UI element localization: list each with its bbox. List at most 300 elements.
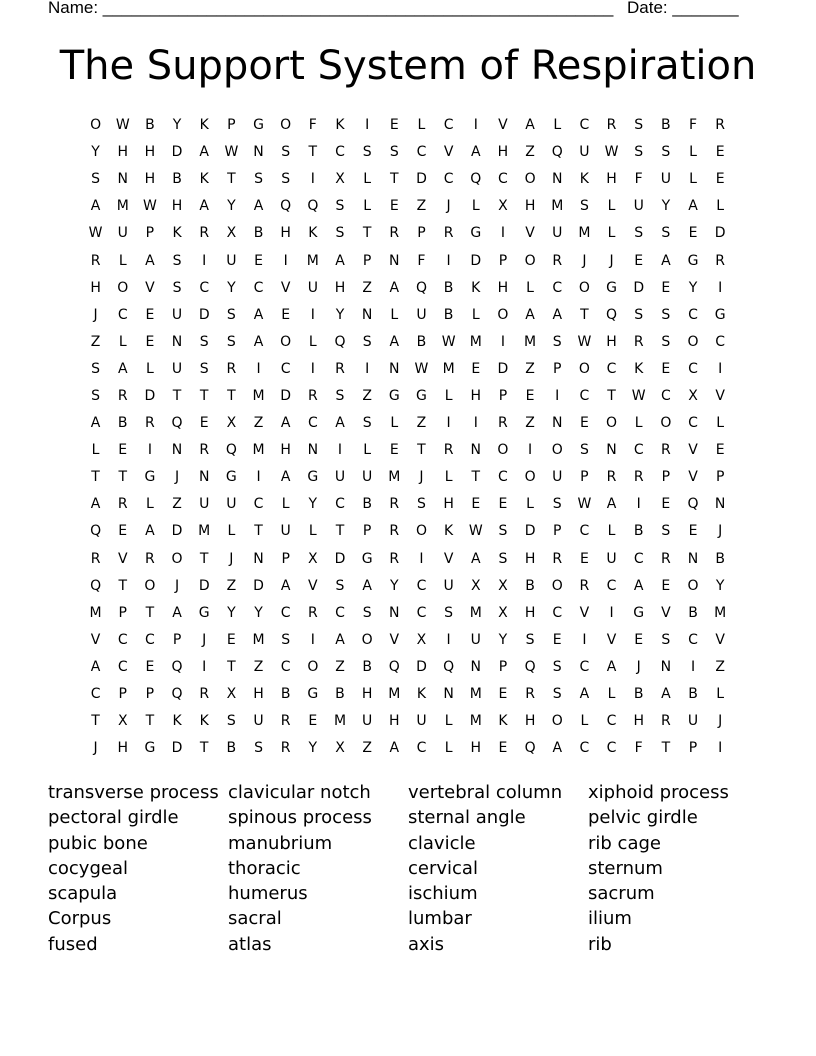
- grid-letter: U: [253, 713, 264, 730]
- grid-letter: Z: [335, 658, 345, 675]
- grid-letter: T: [471, 469, 481, 486]
- grid-letter: I: [446, 252, 451, 269]
- grid-letter: M: [469, 604, 482, 621]
- grid-letter: S: [579, 442, 589, 459]
- grid-letter: C: [579, 740, 590, 757]
- grid-letter: R: [145, 415, 155, 432]
- grid-letter: R: [145, 550, 155, 567]
- grid-letter: P: [553, 523, 562, 540]
- grid-letter: N: [253, 550, 264, 567]
- grid-letter: O: [578, 360, 590, 377]
- grid-letter: W: [577, 333, 592, 350]
- grid-letter: O: [551, 713, 563, 730]
- grid-letter: B: [335, 686, 345, 703]
- grid-letter: F: [417, 252, 426, 269]
- grid-letter: U: [416, 713, 427, 730]
- grid-letter: A: [145, 252, 155, 269]
- grid-letter: B: [172, 171, 182, 188]
- grid-letter: K: [498, 713, 508, 730]
- grid-letter: R: [525, 686, 535, 703]
- grid-letter: H: [606, 333, 617, 350]
- grid-letter: E: [661, 577, 671, 594]
- grid-letter: E: [579, 415, 589, 432]
- grid-letter: G: [144, 469, 156, 486]
- grid-letter: M: [578, 225, 591, 242]
- grid-letter: H: [90, 279, 101, 296]
- grid-letter: S: [335, 225, 345, 242]
- grid-letter: R: [660, 442, 671, 459]
- grid-letter: A: [335, 415, 345, 432]
- grid-letter: A: [389, 333, 400, 350]
- grid-letter: T: [417, 442, 426, 459]
- grid-letter: C: [253, 279, 264, 296]
- grid-letter: B: [633, 686, 644, 703]
- grid-letter: L: [526, 496, 534, 513]
- grid-letter: P: [498, 658, 508, 675]
- grid-letter: M: [252, 442, 265, 459]
- grid-letter: C: [117, 631, 128, 648]
- grid-letter: Z: [362, 279, 372, 296]
- grid-letter: J: [636, 658, 641, 675]
- grid-letter: H: [524, 604, 536, 621]
- grid-letter: A: [552, 306, 563, 323]
- grid-row: [82, 735, 734, 762]
- grid-letter: T: [254, 523, 263, 540]
- grid-letter: F: [308, 117, 317, 134]
- grid-letter: J: [93, 740, 98, 757]
- grid-letter: B: [443, 279, 454, 296]
- grid-letter: N: [660, 658, 672, 675]
- grid-letter: E: [715, 171, 725, 188]
- grid-letter: H: [524, 550, 536, 567]
- grid-letter: A: [172, 604, 182, 621]
- grid-letter: Q: [171, 415, 183, 432]
- grid-letter: O: [524, 252, 536, 269]
- grid-letter: I: [202, 658, 207, 675]
- grid-letter: G: [144, 740, 156, 757]
- grid-letter: E: [579, 550, 589, 567]
- grid-letter: P: [498, 252, 508, 269]
- grid-letter: T: [91, 713, 100, 730]
- grid-row: [82, 302, 734, 329]
- grid-letter: T: [145, 604, 155, 621]
- grid-letter: D: [714, 225, 726, 242]
- grid-letter: W: [468, 523, 483, 540]
- grid-letter: A: [688, 198, 698, 215]
- grid-letter: A: [661, 686, 671, 703]
- grid-letter: M: [714, 604, 727, 621]
- grid-letter: A: [470, 144, 481, 161]
- grid-letter: P: [362, 523, 372, 540]
- grid-letter: V: [498, 117, 508, 134]
- grid-letter: T: [118, 577, 128, 594]
- grid-letter: Z: [362, 740, 372, 757]
- grid-letter: P: [498, 387, 508, 404]
- grid-letter: E: [471, 360, 481, 377]
- grid-letter: Z: [172, 496, 182, 513]
- grid-letter: S: [362, 604, 372, 621]
- grid-letter: B: [416, 333, 427, 350]
- grid-letter: V: [145, 279, 155, 296]
- grid-letter: J: [229, 550, 234, 567]
- grid-letter: A: [253, 333, 264, 350]
- grid-letter: U: [633, 198, 644, 215]
- grid-letter: C: [633, 442, 644, 459]
- grid-letter: R: [606, 117, 617, 134]
- grid-letter: B: [253, 225, 264, 242]
- grid-letter: H: [389, 713, 400, 730]
- grid-letter: L: [634, 415, 643, 432]
- grid-letter: G: [307, 469, 319, 486]
- grid-letter: X: [117, 713, 128, 730]
- grid-letter: S: [661, 333, 671, 350]
- grid-letter: D: [497, 360, 509, 377]
- grid-letter: A: [389, 740, 400, 757]
- grid-letter: P: [227, 117, 236, 134]
- word-bank-item: scapula: [48, 883, 118, 905]
- grid-letter: L: [471, 198, 480, 215]
- grid-letter: Y: [715, 577, 725, 594]
- word-bank-item: axis: [408, 933, 445, 955]
- grid-letter: C: [715, 333, 726, 350]
- grid-letter: V: [280, 279, 291, 296]
- grid-letter: S: [661, 225, 671, 242]
- grid-letter: H: [606, 171, 617, 188]
- grid-letter: S: [525, 631, 535, 648]
- grid-letter: S: [498, 550, 508, 567]
- grid-letter: Q: [443, 658, 455, 675]
- grid-letter: U: [470, 631, 481, 648]
- grid-letter: C: [606, 713, 617, 730]
- grid-letter: P: [417, 225, 426, 242]
- grid-letter: M: [388, 469, 401, 486]
- grid-letter: A: [280, 415, 291, 432]
- grid-letter: Q: [388, 658, 400, 675]
- grid-letter: H: [117, 144, 128, 161]
- grid-letter: J: [609, 252, 614, 269]
- grid-letter: R: [579, 577, 590, 594]
- grid-letter: E: [145, 306, 155, 323]
- grid-row: [82, 573, 734, 600]
- grid-letter: I: [500, 225, 505, 242]
- grid-letter: G: [714, 306, 726, 323]
- grid-letter: I: [718, 279, 723, 296]
- grid-letter: U: [552, 469, 563, 486]
- grid-letter: F: [688, 117, 698, 134]
- grid-letter: O: [280, 117, 292, 134]
- grid-letter: K: [199, 117, 209, 134]
- grid-letter: A: [362, 577, 372, 594]
- grid-letter: V: [443, 550, 454, 567]
- word-bank-item: clavicular notch: [228, 782, 371, 803]
- grid-letter: L: [580, 713, 589, 730]
- word-bank-item: cervical: [408, 857, 478, 879]
- grid-letter: L: [390, 306, 399, 323]
- grid-letter: Y: [227, 604, 236, 621]
- grid-letter: E: [389, 117, 399, 134]
- grid-letter: R: [633, 469, 644, 486]
- grid-letter: X: [335, 171, 345, 188]
- grid-letter: Z: [226, 577, 237, 594]
- grid-row: [82, 329, 734, 356]
- grid-letter: X: [498, 604, 508, 621]
- grid-letter: S: [552, 658, 562, 675]
- word-bank-item: cocygeal: [48, 857, 128, 879]
- grid-letter: I: [419, 550, 424, 567]
- grid-letter: B: [226, 740, 237, 757]
- grid-letter: S: [579, 198, 589, 215]
- grid-letter: V: [90, 631, 101, 648]
- grid-letter: Y: [688, 279, 698, 296]
- grid-letter: P: [688, 740, 698, 757]
- grid-letter: A: [525, 117, 535, 134]
- grid-letter: R: [307, 604, 318, 621]
- word-bank-item: manubrium: [228, 832, 333, 854]
- grid-letter: E: [226, 631, 236, 648]
- grid-letter: S: [661, 523, 671, 540]
- grid-letter: S: [552, 686, 562, 703]
- grid-letter: C: [90, 686, 101, 703]
- grid-letter: H: [470, 740, 482, 757]
- grid-letter: I: [718, 360, 723, 377]
- grid-letter: M: [442, 360, 455, 377]
- grid-letter: T: [308, 144, 318, 161]
- grid-letter: M: [469, 686, 482, 703]
- grid-letter: K: [471, 279, 481, 296]
- grid-letter: C: [443, 117, 454, 134]
- grid-row: [82, 518, 734, 545]
- grid-letter: A: [117, 360, 128, 377]
- grid-letter: F: [634, 171, 643, 188]
- grid-letter: B: [661, 117, 671, 134]
- grid-letter: R: [199, 225, 210, 242]
- grid-letter: A: [389, 279, 400, 296]
- grid-letter: I: [365, 360, 370, 377]
- grid-letter: L: [417, 117, 426, 134]
- grid-letter: T: [172, 387, 182, 404]
- grid-letter: L: [607, 198, 616, 215]
- grid-letter: C: [606, 577, 617, 594]
- grid-letter: Y: [91, 144, 100, 161]
- grid-letter: N: [470, 442, 481, 459]
- grid-letter: Q: [551, 144, 563, 161]
- grid-letter: N: [253, 144, 264, 161]
- grid-letter: X: [498, 198, 508, 215]
- grid-letter: U: [660, 171, 671, 188]
- grid-letter: H: [443, 496, 454, 513]
- grid-letter: Y: [308, 496, 318, 513]
- grid-letter: L: [444, 713, 453, 730]
- grid-letter: S: [199, 360, 209, 377]
- grid-letter: Q: [334, 333, 346, 350]
- grid-letter: H: [280, 225, 291, 242]
- grid-letter: M: [524, 333, 537, 350]
- grid-letter: S: [498, 523, 508, 540]
- grid-letter: L: [607, 686, 616, 703]
- grid-letter: U: [606, 550, 617, 567]
- grid-letter: R: [443, 225, 454, 242]
- grid-letter: C: [498, 469, 508, 486]
- word-bank-item: sternal angle: [408, 807, 526, 829]
- grid-letter: U: [117, 225, 128, 242]
- grid-letter: Q: [90, 523, 102, 540]
- grid-letter: N: [171, 442, 183, 459]
- grid-letter: Y: [227, 198, 236, 215]
- grid-letter: N: [606, 442, 617, 459]
- grid-letter: V: [308, 577, 318, 594]
- grid-letter: Y: [227, 279, 236, 296]
- grid-letter: A: [199, 144, 209, 161]
- grid-letter: O: [687, 333, 699, 350]
- grid-letter: V: [606, 631, 617, 648]
- grid-letter: U: [226, 496, 237, 513]
- grid-letter: C: [335, 604, 345, 621]
- grid-letter: S: [552, 333, 562, 350]
- grid-letter: D: [470, 252, 482, 269]
- name-line: Name: ______________________________________________________: [48, 0, 614, 17]
- grid-letter: T: [227, 658, 236, 675]
- grid-letter: I: [256, 469, 261, 486]
- grid-row: [82, 247, 734, 274]
- grid-row: [82, 627, 734, 654]
- grid-letter: W: [577, 496, 592, 513]
- grid-letter: L: [363, 442, 372, 459]
- grid-letter: W: [115, 117, 130, 134]
- grid-letter: S: [172, 279, 182, 296]
- grid-letter: C: [660, 387, 671, 404]
- word-search-grid: [82, 112, 734, 762]
- grid-letter: I: [636, 496, 641, 513]
- grid-letter: I: [690, 658, 696, 675]
- grid-letter: V: [443, 144, 454, 161]
- grid-letter: L: [716, 686, 725, 703]
- grid-letter: J: [446, 198, 451, 215]
- grid-letter: T: [607, 387, 616, 404]
- grid-letter: C: [416, 577, 427, 594]
- grid-letter: D: [280, 387, 292, 404]
- word-bank-item: sacral: [228, 908, 282, 930]
- grid-letter: Y: [335, 306, 345, 323]
- grid-row: [82, 491, 734, 518]
- grid-letter: S: [91, 387, 101, 404]
- grid-letter: C: [688, 415, 698, 432]
- grid-letter: O: [524, 171, 536, 188]
- grid-letter: R: [117, 387, 128, 404]
- grid-letter: L: [553, 117, 562, 134]
- grid-letter: W: [604, 144, 619, 161]
- grid-letter: S: [362, 333, 372, 350]
- grid-row: [82, 275, 734, 302]
- grid-letter: Y: [308, 740, 318, 757]
- grid-letter: O: [415, 523, 427, 540]
- grid-letter: C: [633, 550, 644, 567]
- grid-letter: D: [416, 171, 427, 188]
- grid-letter: G: [388, 387, 400, 404]
- grid-letter: M: [116, 198, 129, 215]
- grid-letter: J: [202, 631, 207, 648]
- grid-letter: L: [716, 415, 725, 432]
- grid-letter: Q: [171, 658, 183, 675]
- grid-letter: G: [687, 252, 699, 269]
- grid-letter: D: [633, 279, 645, 296]
- grid-letter: I: [310, 360, 315, 377]
- word-bank-item: ischium: [408, 883, 478, 905]
- grid-letter: K: [199, 713, 209, 730]
- grid-letter: I: [473, 415, 478, 432]
- grid-letter: I: [147, 442, 152, 459]
- grid-letter: L: [363, 198, 372, 215]
- grid-letter: U: [171, 306, 183, 323]
- grid-letter: L: [118, 252, 127, 269]
- grid-letter: U: [280, 523, 291, 540]
- grid-letter: Q: [171, 686, 183, 703]
- grid-letter: U: [307, 279, 318, 296]
- grid-letter: R: [552, 252, 563, 269]
- grid-letter: G: [307, 686, 319, 703]
- grid-letter: G: [416, 387, 427, 404]
- grid-letter: E: [715, 442, 725, 459]
- grid-letter: M: [89, 604, 102, 621]
- grid-letter: L: [308, 523, 317, 540]
- grid-letter: X: [335, 740, 345, 757]
- grid-letter: A: [606, 496, 617, 513]
- grid-row: [82, 112, 734, 139]
- grid-letter: I: [310, 306, 315, 323]
- grid-letter: I: [446, 415, 451, 432]
- grid-letter: E: [498, 686, 508, 703]
- date-line: Date: _______: [627, 0, 739, 17]
- grid-letter: D: [198, 577, 210, 594]
- word-bank-item: clavicle: [408, 832, 476, 854]
- grid-letter: S: [172, 252, 182, 269]
- grid-letter: L: [444, 740, 453, 757]
- grid-letter: P: [661, 469, 671, 486]
- grid-letter: K: [444, 523, 454, 540]
- grid-letter: H: [253, 686, 264, 703]
- grid-letter: S: [335, 577, 345, 594]
- grid-letter: P: [553, 360, 562, 377]
- grid-letter: L: [607, 225, 616, 242]
- grid-letter: U: [171, 360, 183, 377]
- grid-letter: Z: [362, 387, 372, 404]
- grid-letter: W: [441, 333, 456, 350]
- grid-letter: Q: [524, 740, 536, 757]
- grid-letter: R: [498, 415, 508, 432]
- grid-letter: L: [308, 333, 317, 350]
- grid-letter: O: [90, 117, 102, 134]
- grid-letter: M: [469, 333, 482, 350]
- grid-letter: O: [361, 631, 373, 648]
- grid-letter: U: [552, 225, 563, 242]
- grid-letter: E: [389, 198, 399, 215]
- grid-letter: S: [661, 144, 671, 161]
- grid-letter: B: [145, 117, 155, 134]
- grid-letter: A: [552, 740, 563, 757]
- grid-letter: S: [254, 740, 263, 757]
- grid-letter: K: [172, 713, 182, 730]
- grid-letter: P: [145, 225, 155, 242]
- grid-letter: I: [473, 117, 478, 134]
- word-bank-item: pubic bone: [48, 832, 148, 854]
- grid-letter: S: [389, 144, 399, 161]
- grid-letter: E: [661, 360, 671, 377]
- word-bank: [48, 780, 768, 957]
- word-bank-item: rib cage: [588, 832, 661, 854]
- grid-letter: Z: [525, 144, 535, 161]
- grid-letter: N: [443, 686, 454, 703]
- grid-letter: A: [199, 198, 209, 215]
- grid-letter: Y: [172, 117, 182, 134]
